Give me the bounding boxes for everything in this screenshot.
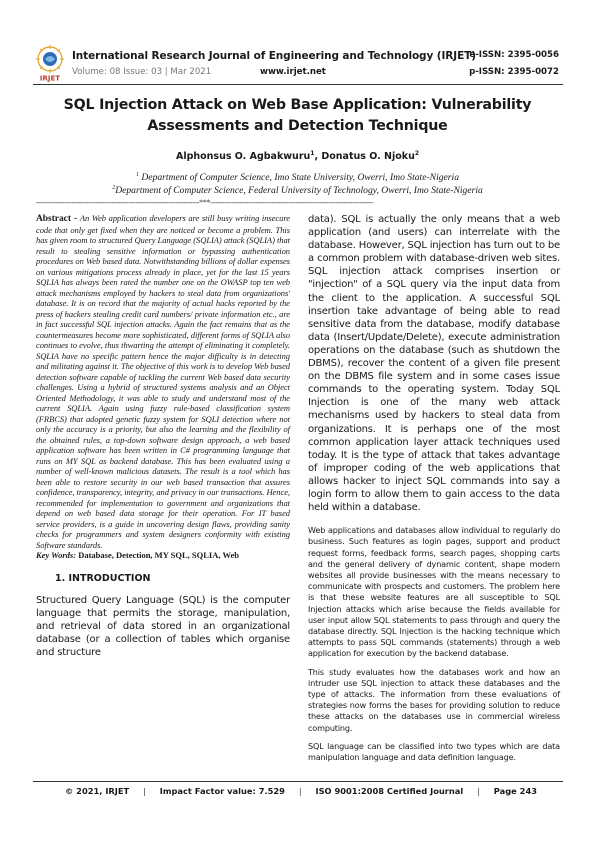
right-column bbox=[308, 213, 560, 763]
affiliation-mark: 2 bbox=[112, 185, 116, 191]
footer-page-number: Page 243 bbox=[493, 786, 537, 796]
footer-copyright: © 2021, IRJET bbox=[65, 786, 130, 796]
footer-separator: | bbox=[143, 786, 146, 796]
intro-paragraph-1: Structured Query Language (SQL) is the computer language that permits the storage, manipulation, and retrieval of data stored in an organizational database (or a collection of tables which organise and structure bbox=[36, 594, 290, 658]
section-heading: 1. INTRODUCTION bbox=[55, 572, 151, 584]
footer-separator: | bbox=[477, 786, 480, 796]
abstract-label: Abstract - bbox=[36, 214, 80, 224]
author-mark: 1 bbox=[310, 150, 315, 157]
keywords bbox=[36, 550, 290, 561]
footer-iso: ISO 9001:2008 Certified Journal bbox=[315, 786, 464, 796]
intro-paragraph-4: SQL language can be classified into two types which are data manipulation language and data definition language. bbox=[308, 740, 560, 763]
keywords-text: Database, Detection, MY SQL, SQLIA, Web bbox=[76, 550, 239, 560]
affiliation-mark: 1 bbox=[135, 172, 139, 178]
affiliation-text: Department of Computer Science, Imo State University, Owerri, Imo State-Nigeria bbox=[138, 172, 459, 184]
page-footer bbox=[33, 786, 563, 796]
left-column bbox=[36, 213, 290, 659]
author-name: Alphonsus O. Agbakwuru bbox=[175, 151, 311, 163]
p-issn: p-ISSN: 2395-0072 bbox=[469, 67, 559, 77]
volume-info: Volume: 08 Issue: 03 | Mar 2021 bbox=[72, 67, 212, 77]
journal-header bbox=[33, 44, 563, 82]
author-mark: 2 bbox=[414, 150, 420, 157]
footer-impact-factor: Impact Factor value: 7.529 bbox=[159, 786, 285, 796]
journal-website[interactable]: www.irjet.net bbox=[260, 67, 326, 77]
author-separator: , bbox=[314, 151, 322, 163]
footer-separator: | bbox=[298, 786, 302, 796]
intro-paragraph-2: Web applications and databases allow individual to regularly do business. Such features as login pages, support and product request forms, feedback forms, search pages, shopping carts and the general delivery of dynamic content, shape modern websites all provide businesses with the means necessary to communicate with prospects and customers. The problem here is that these website features are all susceptible to SQL Injection attacks which arise because the fields available for user input allow SQL statements to pass through and query the database directly. SQL Injection is the hacking technique which attempts to pass SQL commands (statements) through a web application for execution by the backend database. bbox=[308, 525, 560, 659]
author-name: Donatus O. Njoku bbox=[321, 151, 415, 163]
abstract-text: An Web application developers are still busy writing insecure code that only get fixed when they are noticed or become a problem. This has given room to structured Query Language (SQLIA) attack (SQLIA) that result to stealing sensitive information or bypassing authentication procedures on Web based data. Notwithstanding billions of dollar expenses on various mitigations process already in place, yet for the last 15 years SQLIA has always been rated the number one on the OWASP top ten web attack mechanisms employed by hackers to steal data from organizations' database. It is on record that the majority of actual hacks reported by the press of hackers stealing credit card numbers/ private information etc., are in fact successful SQL injection attacks. Again the fact remains that as the countermeasures become more sophisticated, different forms of SQLIA also continues to evolve, thus thwarting the attempt of eliminating it completely. SQLIA have no specific pattern hence the major difficulty is in detecting and militating against it. The objective of this work is to develop Web based detection software capable of tackling the current Web based data security challenges. Using a hybrid of structured systems analysis and an Object Oriented Methodology, it was able to study and understand most of the current SQLIA. Again using fuzzy rule-based classification system (FRBCS) that adopted genetic fuzzy system for SQLI detection where not only the accuracy is a priority, but also the learning and the flexibility of the obtained rules, a top-down software design approach, a web based application software has been written in C# programming language that runs on MY SQL as backend database. This has been evaluated using a number of well-known malicious datasets. The result is a tool which has been able to restore security in our web based transaction that assures confidence, transparency, integrity, and privacy in our transactions. Hence, recommended for implementation to government and organizations that depend on web based data storage for their operation. For IT based service providers, is a guide in uncovering design flaws, providing sanity checks for programmers and system designers conformity with existing Software standards. bbox=[36, 213, 290, 550]
keywords-label: Key Words: bbox=[36, 550, 77, 560]
svg-text:IRJET: IRJET bbox=[39, 74, 61, 82]
e-issn: e-ISSN: 2395-0056 bbox=[469, 50, 559, 60]
irjet-logo bbox=[33, 44, 67, 82]
section-separator: ---------------------------------------------------------------------***--------------------------------------------------------------------- bbox=[36, 198, 374, 207]
intro-paragraph-3: This study evaluates how the databases work and how an intruder use SQL injection to attack these databases and the type of attacks. The information from these evaluations of strategies now forms the bases for providing solution to reduce these attacks on the databases use in commercial wireless computing. bbox=[308, 666, 560, 733]
intro-paragraph-1-continued: data). SQL is actually the only means that a web application (and users) can interrelate with the database. However, SQL injection has turn out to be a common problem with database-driven web sites. SQL injection attack comprises insertion or "injection" of a SQL query via the input data from the client to the application. A successful SQL insertion take advantage of being able to read sensitive data from the database, modify database data (Insert/Update/Delete), execute administration operations on the database (such as shutdown the DBMS), recover the content of a given file present on the DBMS file system and in some cases issue commands to the operating system. Today SQL Injection is one of the many web attack mechanisms used by hackers to steal data from organizations. It is perhaps one of the most common application layer attack techniques used today. It is the type of attack that takes advantage of improper coding of the web applications that allows hacker to inject SQL commands into say a login form to allow them to gain access to the data held within a database. bbox=[308, 214, 560, 514]
affiliation-text: Department of Computer Science, Federal University of Technology, Owerri, Imo State-Nigeria bbox=[115, 185, 483, 197]
author-line bbox=[40, 150, 555, 162]
paper-title: SQL Injection Attack on Web Base Application: Vulnerability Assessments and Detection Technique bbox=[63, 97, 532, 134]
header-rule bbox=[33, 84, 563, 85]
journal-title: International Research Journal of Engineering and Technology (IRJET) bbox=[72, 50, 476, 62]
affiliation-2 bbox=[40, 185, 555, 196]
abstract bbox=[36, 213, 290, 550]
affiliation-1 bbox=[40, 172, 555, 183]
footer-rule bbox=[33, 781, 563, 782]
